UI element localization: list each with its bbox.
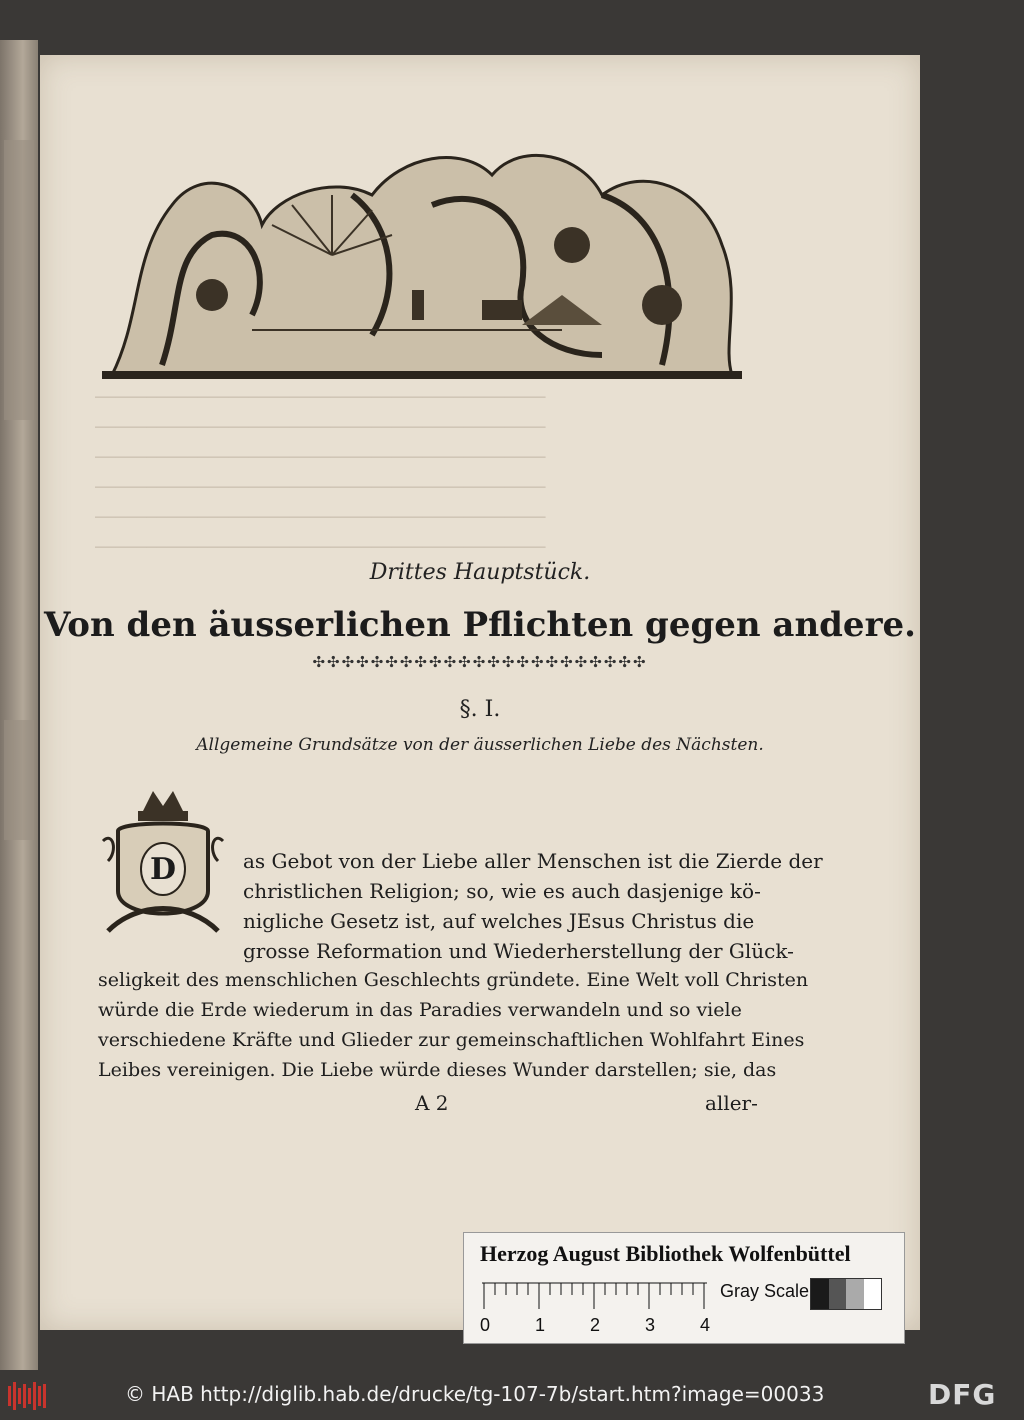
ruler-number: 2	[590, 1315, 601, 1335]
bleed-through-text: ────────────────────────────────────────────	[95, 508, 546, 528]
ruler-number: 4	[700, 1315, 711, 1335]
decorated-initial	[98, 781, 228, 941]
body-line: verschiedene Kräfte und Glieder zur gemeinschaftlichen Wohlfahrt Eines	[98, 1029, 805, 1051]
ruler-number: 3	[645, 1315, 656, 1335]
ornament-divider: ✣✣✣✣✣✣✣✣✣✣✣✣✣✣✣✣✣✣✣✣✣✣✣	[312, 653, 648, 671]
body-line: grosse Reformation und Wiederherstellung der Glück-	[243, 939, 794, 963]
bleed-through-text: ────────────────────────────────────────────	[95, 538, 546, 558]
signature-mark: A 2	[415, 1091, 449, 1115]
chapter-label: Drittes Hauptstück.	[369, 560, 591, 585]
initial-letter: D	[149, 852, 177, 887]
body-line: christlichen Religion; so, wie es auch dasjenige kö-	[243, 879, 761, 903]
body-line: nigliche Gesetz ist, auf welches JEsus Christus die	[243, 909, 755, 933]
swatch-black	[811, 1279, 829, 1309]
gray-scale-label: Gray Scale	[720, 1281, 810, 1301]
dfg-logo: DFG	[928, 1378, 997, 1411]
swatch-dark-gray	[829, 1279, 847, 1309]
ruler-number: 1	[535, 1315, 546, 1335]
swatch-white	[864, 1279, 882, 1309]
body-line: as Gebot von der Liebe aller Menschen ist die Zierde der	[243, 849, 823, 873]
ruler-number: 0	[480, 1315, 491, 1335]
section-heading: Allgemeine Grundsätze von der äusserlichen Liebe des Nächsten.	[196, 735, 764, 755]
footer-bar	[0, 1370, 1024, 1420]
book-page	[40, 55, 920, 1330]
bleed-through-text: ────────────────────────────────────────────	[95, 478, 546, 498]
body-line: seligkeit des menschlichen Geschlechts gründete. Eine Welt voll Christen	[98, 969, 809, 991]
gray-scale-swatches	[810, 1278, 882, 1310]
library-reference-card	[463, 1232, 905, 1344]
body-line: Leibes vereinigen. Die Liebe würde dieses Wunder darstellen; sie, das	[98, 1059, 777, 1081]
ornamental-vignette	[102, 135, 742, 385]
bleed-through-text: ────────────────────────────────────────────	[95, 388, 546, 408]
measurement-ruler	[482, 1281, 707, 1311]
footer-credit-link[interactable]: © HAB http://diglib.hab.de/drucke/tg-107-7b/start.htm?image=00033	[125, 1382, 825, 1406]
bleed-through-text: ────────────────────────────────────────────	[95, 448, 546, 468]
chapter-title: Von den äusserlichen Pflichten gegen andere.	[44, 605, 916, 645]
body-line: würde die Erde wiederum in das Paradies verwandeln und so viele	[98, 999, 742, 1021]
hab-logo-icon	[8, 1382, 48, 1410]
adjacent-page-edge	[0, 40, 38, 1370]
section-number: §. I.	[459, 697, 501, 722]
library-name: Herzog August Bibliothek Wolfenbüttel	[480, 1241, 851, 1266]
swatch-light-gray	[846, 1279, 864, 1309]
bleed-through-text: ────────────────────────────────────────────	[95, 418, 546, 438]
catchword: aller-	[705, 1091, 758, 1115]
